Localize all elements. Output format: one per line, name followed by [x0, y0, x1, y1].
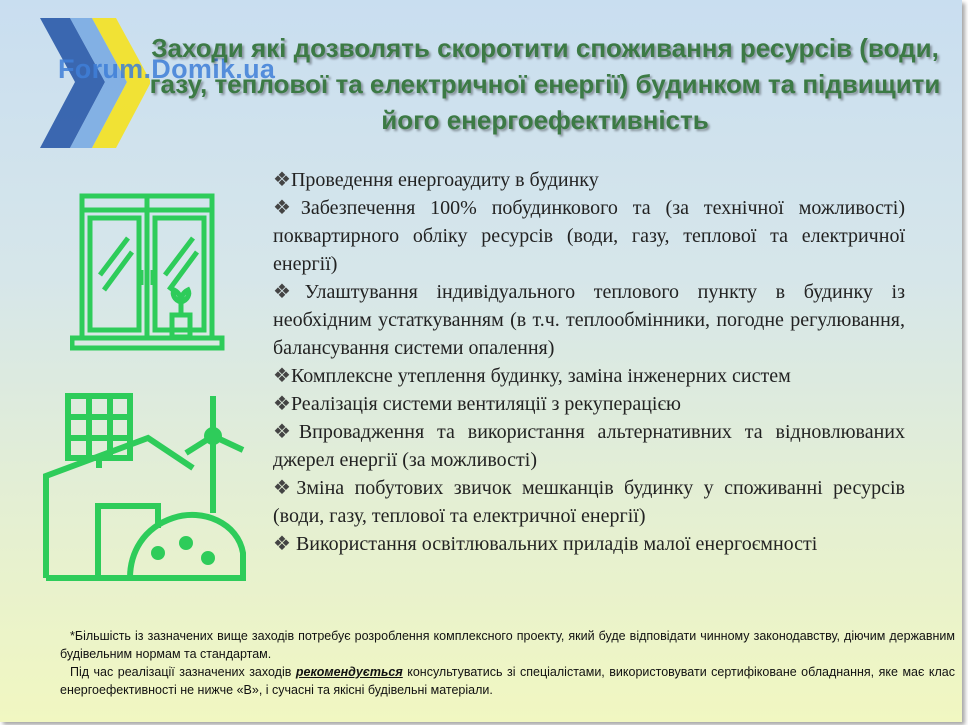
list-item: ❖ Використання освітлювальних приладів малої енергоємності [273, 533, 818, 555]
list-item: ❖Улаштування індивідуального теплового пункту в будинку із необхідним устаткуванням (в т.ч. теплообмінники, погодне регулювання, балансування системи опалення) [273, 281, 905, 359]
window-with-plant-icon [70, 190, 225, 355]
bullet-diamond-icon: ❖ [273, 421, 299, 443]
bullet-diamond-icon: ❖ [273, 365, 291, 387]
green-house-solar-wind-icon [38, 388, 253, 588]
recommendation-emphasis: рекомендується [295, 665, 403, 679]
bullet-diamond-icon: ❖ [273, 281, 305, 303]
list-item: ❖Реалізація системи вентиляції з рекуперацією [273, 393, 681, 415]
footnote-line-1: *Більшість із зазначених вище заходів потребує розроблення комплексного проекту, який буде відповідати чинному законодавству, діючим державним будівельним нормам та стандартам. [60, 629, 955, 661]
bullet-diamond-icon: ❖ [273, 533, 291, 555]
watermark: Forum.Domik.ua [58, 54, 276, 84]
bullet-diamond-icon: ❖ [273, 197, 301, 219]
bullet-diamond-icon: ❖ [273, 169, 291, 191]
bullet-diamond-icon: ❖ [273, 393, 291, 415]
list-item: ❖Забезпечення 100% побудинкового та (за технічної можливості) поквартирного обліку ресурсів (води, газу, теплової та електричної енергії) [273, 197, 905, 275]
page-title: Заходи які дозволять скоротити споживання ресурсів (води, газу, теплової та електричної енергії) будинком та підвищити його енергоефективність [149, 33, 941, 135]
bullet-diamond-icon: ❖ [273, 477, 297, 499]
footnote [60, 627, 955, 699]
list-item: ❖Зміна побутових звичок мешканців будинку у споживанні ресурсів (води, газу, теплової та електричної енергії) [273, 477, 905, 527]
list-item: ❖Комплексне утеплення будинку, заміна інженерних систем [273, 365, 791, 387]
footnote-line-2: Під час реалізації зазначених заходів рекомендується консультуватись зі спеціалістами, використовувати сертифіковане обладнання, яке має клас енергоефективності не нижче «В», і сучасні та якісні будівельні матеріали. [60, 665, 955, 697]
list-item: ❖Проведення енергоаудиту в будинку [273, 169, 599, 191]
list-item: ❖Впровадження та використання альтернативних та відновлюваних джерел енергії (за можливості) [273, 421, 905, 471]
measures-list [273, 166, 905, 558]
